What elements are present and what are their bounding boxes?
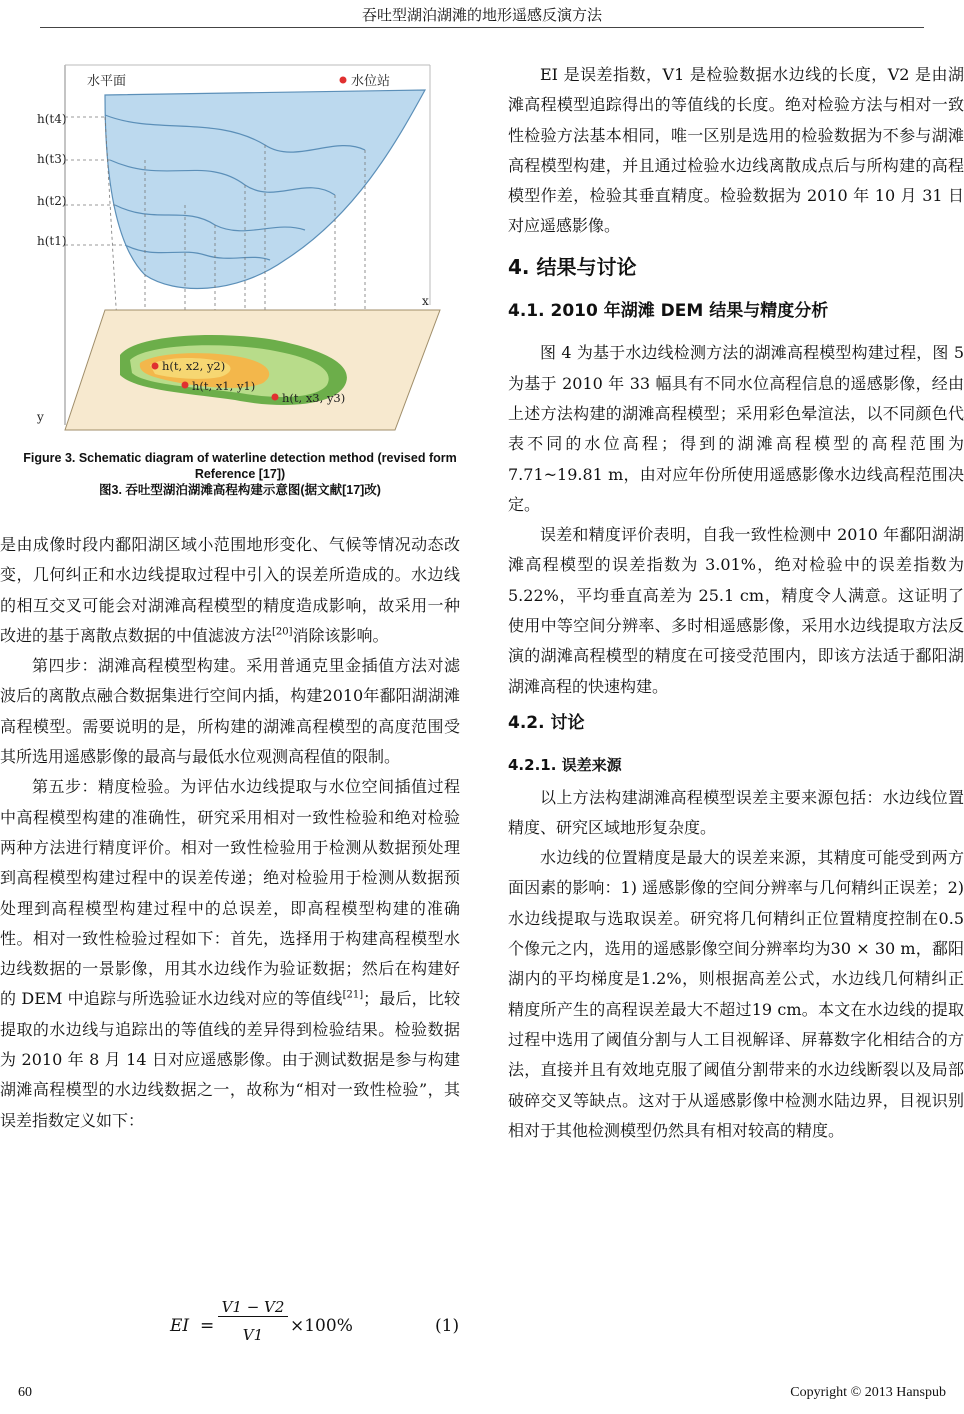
figure-3-diagram (35, 55, 455, 435)
right-column (508, 60, 964, 1146)
point-x1-label: h(t, x1, y1) (192, 379, 256, 393)
station-legend-dot (340, 77, 347, 84)
station-legend-label: 水位站 (351, 74, 391, 89)
copyright: Copyright © 2013 Hanspub (790, 1385, 946, 1400)
ref-21[interactable]: [21] (342, 990, 364, 1002)
eq-lhs: EI (170, 1316, 190, 1336)
left-paragraph-2: 第四步：湖滩高程模型构建。采用普通克里金插值方法对滤波后的离散点融合数据集进行空间内插，构建2010年鄱阳湖湖滩高程模型。需要说明的是，所构建的湖滩高程模型的高度范围受其所选用遥感影像的最高与最低水位观测高程值的限制。 (0, 656, 460, 767)
right-paragraph-3: 误差和精度评价表明，自我一致性检测中 2010 年鄱阳湖湖滩高程模型的误差指数为 3.01%，绝对检验中的误差指数为 5.22%，平均垂直高差为 25.1 cm，精度令人满意。这证明了使用中等空间分辨率、多时相遥感影像，采用水边线提取方法反演的湖滩高程模型的精度在可接受范围内，即该方法适于鄱阳湖湖滩高程的快速构建。 (508, 525, 964, 696)
section-4-2-heading: 4.2. 讨论 (508, 712, 585, 733)
left-p1-text: 是由成像时段内鄱阳湖区域小范围地形变化、气候等情况动态改变，几何纠正和水边线提取过程中引入的误差所造成的。水边线的相互交叉可能会对湖滩高程模型的精度造成影响，故采用一种改进的基于离散点数据的中值滤波方法 (0, 535, 460, 645)
left-p1-end: 消除该影响。 (292, 625, 389, 645)
right-paragraph-5: 水边线的位置精度是最大的误差来源，其精度可能受到两方面因素的影响：1) 遥感影像的空间分辨率与几何精纠正误差；2) 水边线提取与选取误差。研究将几何精纠正位置精度控制在0.5个像元之内，选用的遥感影像空间分辨率均为30 × 30 m，鄱阳湖内的平均梯度是1.2%，则根据高差公式，水边线几何精纠正精度所产生的高程误差最大不超过19 cm。本文在水边线的提取过程中选用了阈值分割与人工目视解译、屏幕数字化相结合的方法，直接并且有效地克服了阈值分割带来的水边线断裂以及局部破碎交叉等缺点。这对于从遥感影像中检测水陆边界，目视识别相对于其他检测模型仍然具有相对较高的精度。 (508, 848, 964, 1140)
right-paragraph-1: EI 是误差指数，V1 是检验数据水边线的长度，V2 是由湖滩高程模型追踪得出的等值线的长度。绝对检验方法与相对一致性检验方法基本相同，唯一区别是选用的检验数据为不参与湖滩高程模型构建，并且通过检验水边线离散成点后与所构建的高程模型作差，检验其垂直精度。检验数据为 2010 年 10 月 31 日对应遥感影像。 (508, 65, 964, 236)
eq-factor: ×100% (290, 1316, 353, 1336)
page-number: 60 (18, 1385, 32, 1400)
eq-equals: = (200, 1316, 215, 1336)
caption-en: Figure 3. Schematic diagram of waterline detection method (revised form Reference [17]) (23, 451, 457, 481)
h-label-t4: h(t4) (37, 112, 67, 126)
right-paragraph-4: 以上方法构建湖滩高程模型误差主要来源包括：水边线位置精度、研究区域地形复杂度。 (508, 787, 964, 837)
header-rule (40, 27, 924, 28)
point-x1-dot (182, 382, 189, 389)
point-x2-label: h(t, x2, y2) (162, 359, 226, 373)
eq-denominator: V1 (242, 1326, 264, 1344)
point-x3-label: h(t, x3, y3) (282, 391, 346, 405)
left-paragraph-3 (0, 772, 460, 1136)
figure-3-caption (0, 450, 480, 498)
h-label-t3: h(t3) (37, 152, 67, 166)
h-label-t1: h(t1) (37, 234, 67, 248)
h-label-t2: h(t2) (37, 194, 67, 208)
point-x2-dot (152, 363, 159, 370)
section-4-heading: 4. 结果与讨论 (508, 254, 637, 279)
left-paragraph-1 (0, 530, 460, 651)
running-header: 吞吐型湖泊湖滩的地形遥感反演方法 (361, 6, 602, 24)
y-axis-label: y (37, 410, 44, 424)
ref-20[interactable]: [20] (272, 626, 293, 638)
left-column (0, 530, 460, 1136)
x-axis-label: x (422, 294, 429, 308)
right-paragraph-2: 图 4 为基于水边线检测方法的湖滩高程模型构建过程，图 5 为基于 2010 年 33 幅具有不同水位高程信息的遥感影像，经由上述方法构建的湖滩高程模型；采用彩色晕渲法，以不同颜色代表不同的水位高程；得到的湖滩高程模型的高程范围为 7.71~19.81 m，由对应年份所使用遥感影像水边线高程范围决定。 (508, 343, 964, 514)
equation-1 (170, 1298, 470, 1358)
section-4-2-1-heading: 4.2.1. 误差来源 (508, 756, 622, 775)
point-x3-dot (272, 394, 279, 401)
eq-numerator: V1 − V2 (218, 1298, 288, 1317)
left-p3-text: 第五步：精度检验。为评估水边线提取与水位空间插值过程中高程模型构建的准确性，研究采用相对一致性检验和绝对检验两种方法进行精度评价。相对一致性检验用于检测从数据预处理到高程模型构建过程中的误差传递；绝对检验用于检测从数据预处理到高程模型构建过程中的总误差，即高程模型构建的准确性。相对一致性检验过程如下：首先，选择用于构建高程模型水边线数据的一景影像，用其水边线作为验证数据；然后在构建好的 DEM 中追踪与所选验证水边线对应的等值线 (0, 777, 460, 1009)
plane-label: 水平面 (87, 74, 127, 89)
left-p3-end: ；最后，比较提取的水边线与追踪出的等值线的差异得到检验结果。检验数据为 2010 年 8 月 14 日对应遥感影像。由于测试数据是参与构建湖滩高程模型的水边线数据之一，故称为“相对一致性检验”，其误差指数定义如下： (0, 989, 460, 1130)
section-4-1-heading: 4.1. 2010 年湖滩 DEM 结果与精度分析 (508, 301, 829, 322)
eq-number: (1) (435, 1316, 460, 1336)
caption-zh: 图3. 吞吐型湖泊湖滩高程构建示意图(据文献[17]改) (99, 483, 381, 497)
